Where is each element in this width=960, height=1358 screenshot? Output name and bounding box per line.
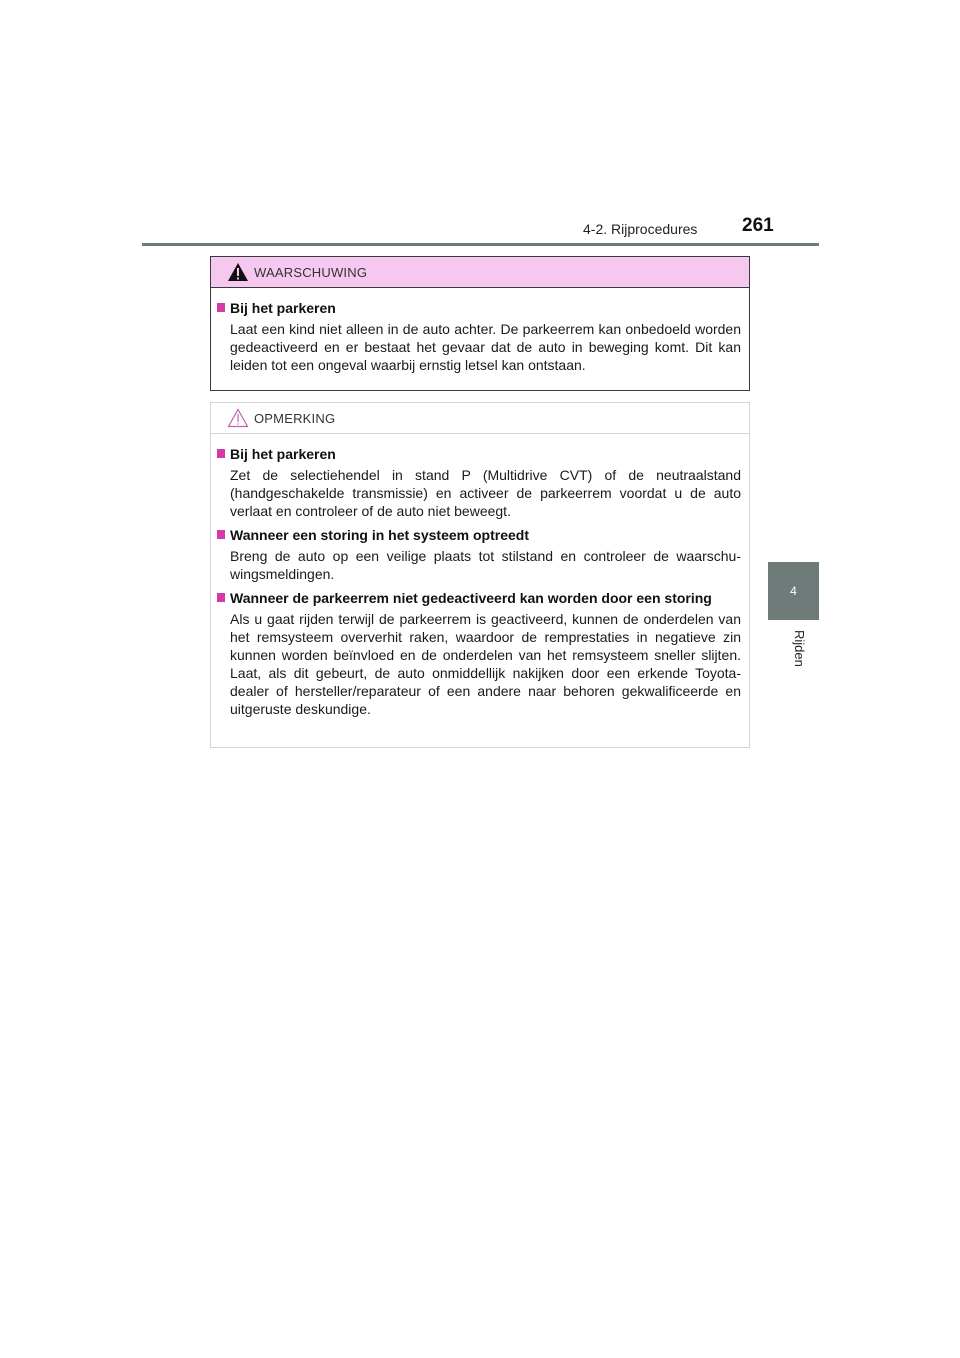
item-text: Zet de selectiehendel in stand P (Multidrive CVT) of de neutraalstand (handgeschakelde transmissie) en activeer de parkeerrem voordat u de auto verlaat en controleer of de auto niet beweegt.	[230, 467, 741, 519]
item-heading	[217, 445, 741, 463]
square-bullet-icon	[217, 303, 225, 312]
item-text: Breng de auto op een veilige plaats tot stilstand en controleer de waarschuwingsmeldingen.	[230, 548, 741, 582]
warning-item	[217, 299, 741, 374]
caution-triangle-icon	[227, 408, 249, 428]
square-bullet-icon	[217, 593, 225, 602]
section-title: 4-2. Rijprocedures	[583, 221, 698, 237]
item-heading	[217, 589, 741, 607]
item-heading	[217, 299, 741, 317]
notice-box	[210, 402, 750, 748]
warning-header	[211, 257, 749, 288]
header-divider	[142, 243, 819, 246]
item-text: Als u gaat rijden terwijl de parkeerrem is geactiveerd, kunnen de onderdelen van het remsysteem oververhit raken, waardoor de remprestaties in negatieve zin kunnen worden beïnvloed en de onderdelen van het remsysteem sneller slijten. Laat, als dit gebeurt, de auto onmiddellijk nakijken door een erkende Toyota-dealer of hersteller/reparateur of een andere naar behoren gekwalificeerde en uitgeruste deskundige.	[230, 611, 741, 717]
item-heading	[217, 526, 741, 544]
item-text: Laat een kind niet alleen in de auto achter. De parkeerrem kan onbedoeld worden gedeactiveerd en er bestaat het gevaar dat de auto in beweging komt. Dit kan leiden tot een ongeval waarbij ernstig letsel kan ontstaan.	[230, 321, 741, 373]
chapter-label: Rijden	[792, 630, 807, 667]
notice-header	[211, 403, 749, 434]
warning-triangle-icon	[227, 262, 249, 282]
chapter-tab: 4	[768, 562, 819, 620]
notice-title: OPMERKING	[254, 411, 336, 426]
warning-body	[211, 288, 749, 374]
square-bullet-icon	[217, 449, 225, 458]
page-number: 261	[742, 215, 774, 236]
item-heading-text: Bij het parkeren	[230, 300, 336, 316]
notice-item	[217, 589, 741, 718]
item-heading-text: Wanneer de parkeerrem niet gedeactiveerd kan worden door een storing	[230, 590, 712, 606]
warning-box	[210, 256, 750, 391]
notice-item	[217, 526, 741, 583]
notice-item	[217, 445, 741, 520]
warning-title: WAARSCHUWING	[254, 265, 368, 280]
item-heading-text: Wanneer een storing in het systeem optreedt	[230, 527, 529, 543]
square-bullet-icon	[217, 530, 225, 539]
notice-body	[211, 434, 749, 718]
item-heading-text: Bij het parkeren	[230, 446, 336, 462]
